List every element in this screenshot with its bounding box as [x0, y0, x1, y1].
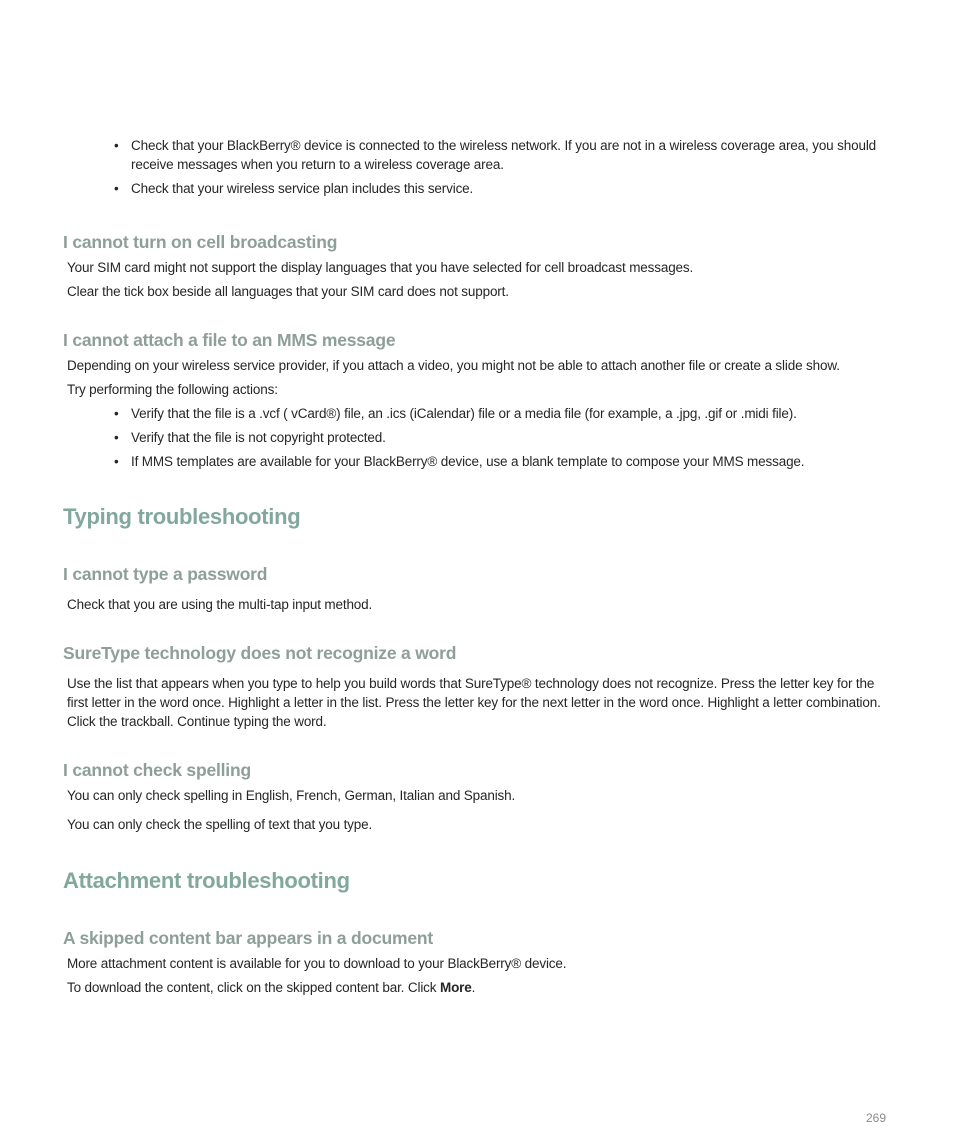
- bullet-icon: •: [114, 406, 119, 421]
- suretype-para: Use the list that appears when you type to help you build words that SureType® technology does not recognize. Press the letter key for the first letter in the word once. Highlight a letter in the list. Press the letter key for the next letter in the word once. Highlight a letter combination. Click the trackball. Continue typing the word.: [67, 676, 881, 729]
- page-number: 269: [866, 1111, 887, 1125]
- skipped-content-para-2: [67, 978, 907, 997]
- password-para: Check that you are using the multi-tap input method.: [67, 597, 373, 612]
- mms-attach-para-1: Depending on your wireless service provider, if you attach a video, you might not be able to attach another file or create a slide show.: [67, 358, 840, 373]
- skipped-content-para-2-end: .: [471, 980, 476, 995]
- skipped-content-heading: A skipped content bar appears in a document: [63, 928, 433, 948]
- cell-broadcast-heading: I cannot turn on cell broadcasting: [63, 232, 338, 252]
- cell-broadcast-para-2: Clear the tick box beside all languages that your SIM card does not support.: [67, 284, 509, 299]
- spelling-para-2: You can only check the spelling of text that you type.: [67, 817, 373, 832]
- attachment-section-title: Attachment troubleshooting: [63, 868, 350, 893]
- mms-attach-bullet-list: [114, 404, 898, 471]
- bullet-text: Check that your wireless service plan includes this service.: [131, 181, 474, 196]
- typing-section-title: Typing troubleshooting: [63, 504, 301, 529]
- suretype-heading: SureType technology does not recognize a word: [63, 643, 457, 663]
- cell-broadcast-para-1: Your SIM card might not support the display languages that you have selected for cell broadcast messages.: [67, 260, 694, 275]
- bullet-icon: •: [114, 138, 119, 153]
- list-item: [114, 428, 898, 447]
- skipped-content-para-1: More attachment content is available for you to download to your BlackBerry® device.: [67, 956, 567, 971]
- mms-attach-heading: I cannot attach a file to an MMS message: [63, 330, 396, 350]
- password-heading: I cannot type a password: [63, 564, 268, 584]
- top-bullet-list: [114, 136, 898, 198]
- bullet-text: If MMS templates are available for your BlackBerry® device, use a blank template to compose your MMS message.: [131, 454, 805, 469]
- list-item: [114, 404, 898, 423]
- bullet-text: Verify that the file is a .vcf ( vCard®) file, an .ics (iCalendar) file or a media file (for example, a .jpg, .gif or .midi file).: [131, 406, 797, 421]
- list-item: [114, 452, 898, 471]
- bullet-text: Verify that the file is not copyright protected.: [131, 430, 386, 445]
- mms-attach-para-2: Try performing the following actions:: [67, 382, 278, 397]
- bullet-icon: •: [114, 454, 119, 469]
- spelling-heading: I cannot check spelling: [63, 760, 251, 780]
- bullet-icon: •: [114, 181, 119, 196]
- bullet-icon: •: [114, 430, 119, 445]
- bullet-text: Check that your BlackBerry® device is connected to the wireless network. If you are not in a wireless coverage area, you should receive messages when you return to a wireless coverage area.: [131, 138, 877, 172]
- list-item: [114, 179, 898, 198]
- more-menu-label: More: [439, 980, 472, 995]
- list-item: [114, 136, 898, 174]
- skipped-content-para-2-text: To download the content, click on the skipped content bar. Click: [67, 980, 440, 995]
- spelling-para-1: You can only check spelling in English, French, German, Italian and Spanish.: [67, 788, 516, 803]
